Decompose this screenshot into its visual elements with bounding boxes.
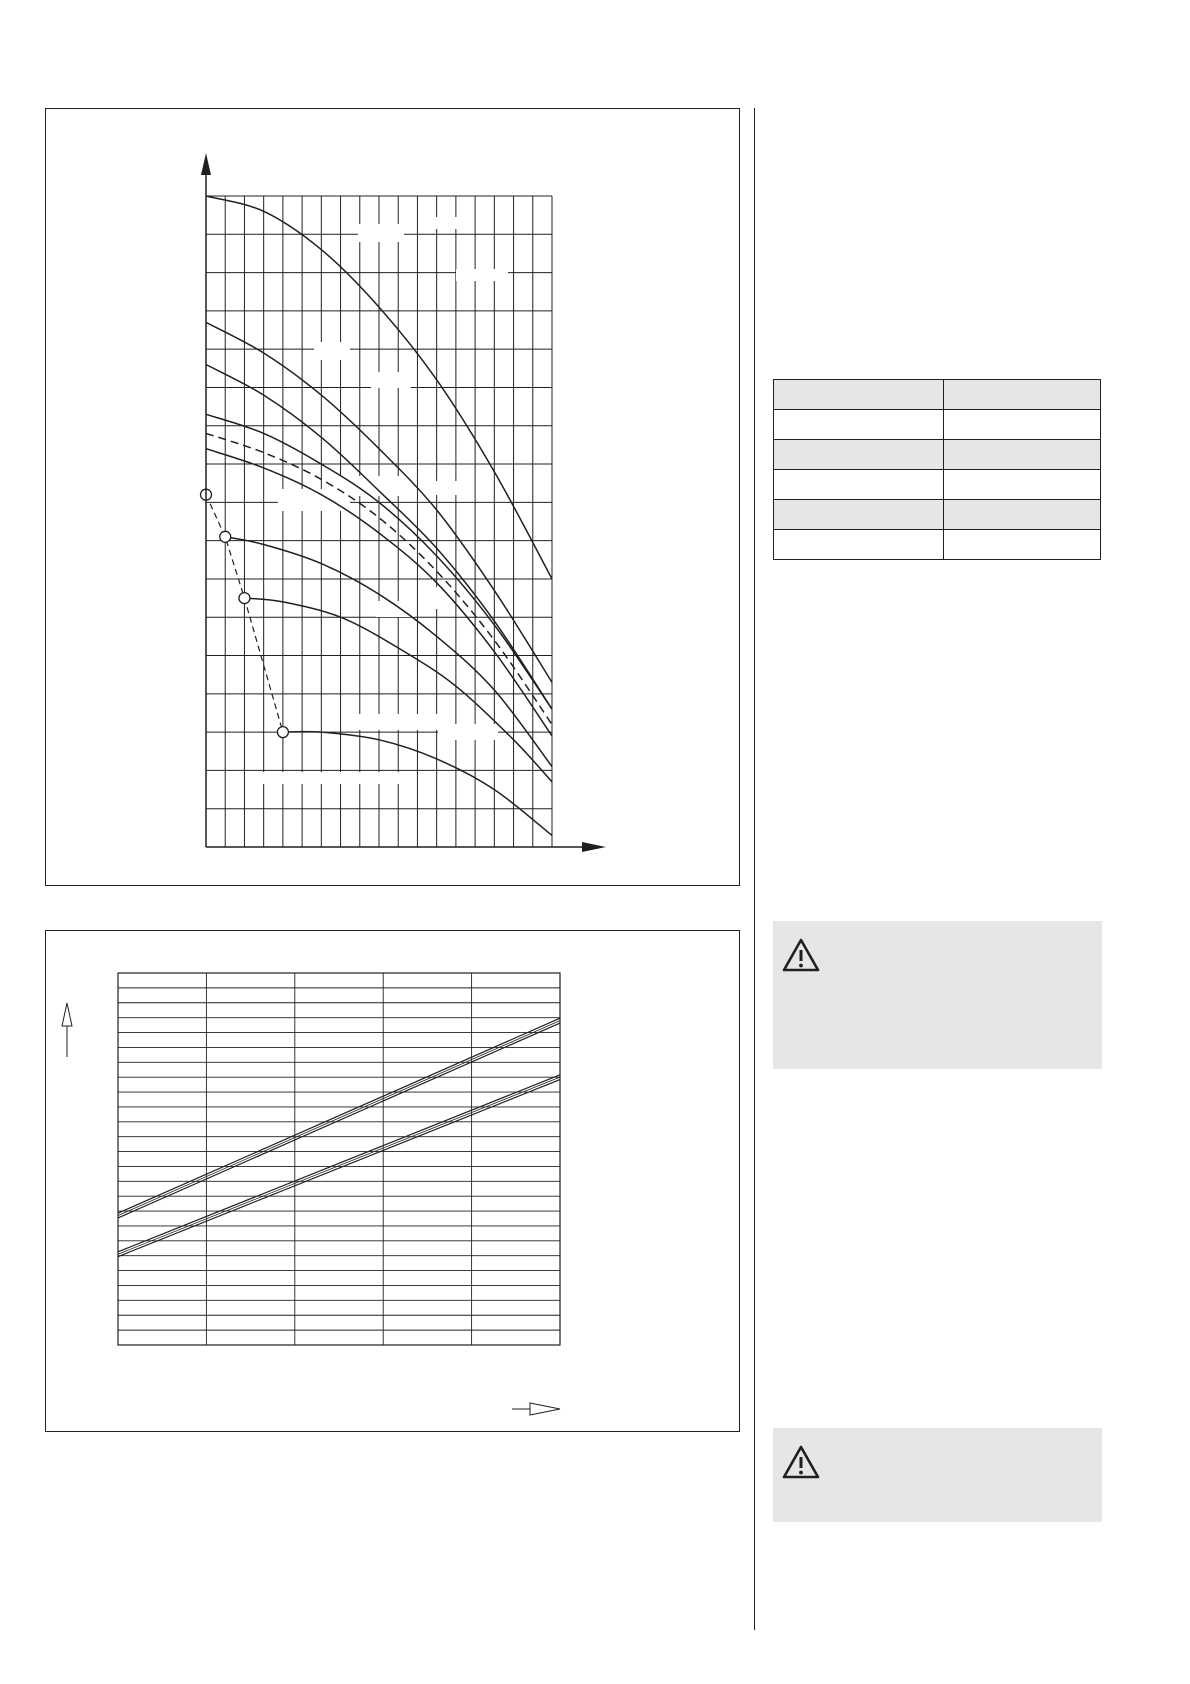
warning-triangle-icon	[781, 937, 821, 973]
loss-band-lower	[118, 1075, 560, 1257]
spec-table-cell	[774, 380, 944, 410]
loss-line-stroke	[118, 1021, 560, 1216]
pump-x-axis-arrow-icon	[582, 842, 606, 852]
pump-chart-label-gap	[358, 224, 404, 242]
loss-chart-frame	[118, 973, 560, 1345]
loss-line-stroke	[118, 1077, 560, 1254]
pump-curve-panel	[45, 108, 740, 886]
pump-chart-label-gap	[328, 476, 416, 496]
loss-line-stroke	[118, 1075, 560, 1252]
column-divider	[754, 108, 755, 1630]
spec-table-row	[774, 470, 1101, 500]
pump-chart-label-gap	[314, 342, 350, 360]
loss-y-axis-arrow-icon	[62, 1003, 72, 1026]
warning-box-2	[773, 1428, 1102, 1522]
pressure-loss-chart	[46, 931, 739, 1431]
spec-table-cell	[774, 470, 944, 500]
operating-point-marker	[277, 727, 288, 738]
pump-chart-label-gap	[254, 772, 404, 784]
spec-table-cell	[774, 440, 944, 470]
pump-chart-label-gap	[348, 714, 438, 730]
spec-table-cell	[774, 410, 944, 440]
operating-point-marker	[239, 593, 250, 604]
loss-line-stroke	[118, 1080, 560, 1257]
spec-table-cell	[944, 530, 1101, 560]
spec-table-cell	[774, 530, 944, 560]
spec-table-cell	[944, 440, 1101, 470]
spec-table-cell	[944, 380, 1101, 410]
loss-x-axis-arrow-icon	[530, 1403, 560, 1415]
spec-table-cell	[774, 500, 944, 530]
spec-table-cell	[944, 500, 1101, 530]
operating-point-marker	[220, 531, 231, 542]
pump-chart-label-gap	[371, 372, 411, 388]
spec-table-cell	[944, 410, 1101, 440]
warning-triangle-icon	[781, 1444, 821, 1480]
warning-box-1	[773, 921, 1102, 1069]
pump-curve-chart	[46, 109, 739, 885]
pump-y-axis-arrow-icon	[201, 153, 211, 175]
pump-chart-label-gap	[434, 481, 458, 495]
pump-chart-label-gap	[426, 217, 468, 229]
pump-chart-grid	[206, 196, 552, 847]
spec-table-cell	[944, 470, 1101, 500]
pump-chart-label-gap	[456, 269, 508, 281]
loss-band-upper	[118, 1018, 560, 1218]
pressure-loss-panel	[45, 930, 740, 1432]
spec-table-row	[774, 440, 1101, 470]
loss-chart-grid	[118, 973, 560, 1345]
spec-table-row	[774, 530, 1101, 560]
spec-table-row	[774, 410, 1101, 440]
pump-chart-label-gap	[438, 724, 498, 740]
spec-table	[773, 379, 1101, 560]
spec-table-row	[774, 380, 1101, 410]
spec-table-row	[774, 500, 1101, 530]
loss-line-stroke	[118, 1023, 560, 1218]
